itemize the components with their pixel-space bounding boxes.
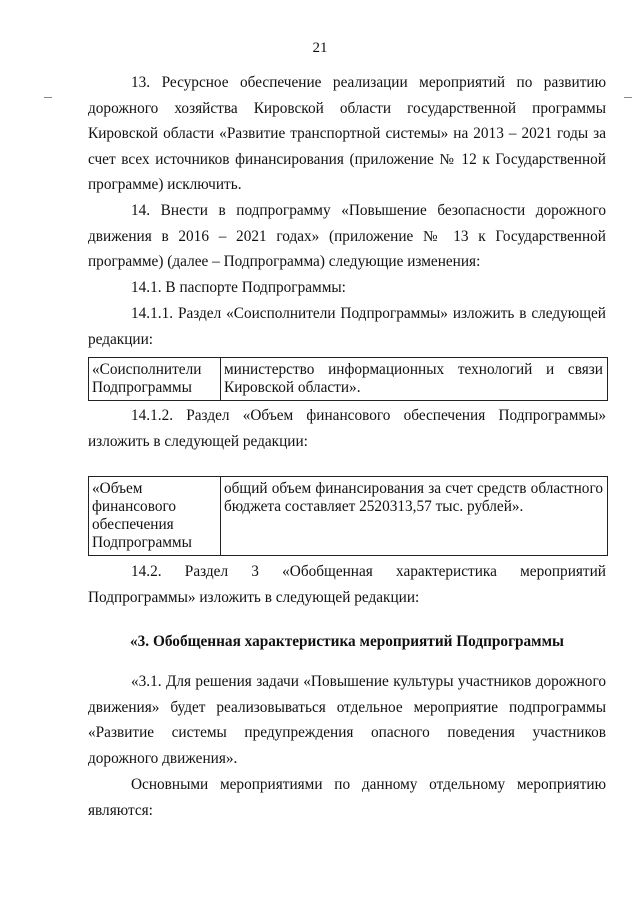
paragraph-14-1: 14.1. В паспорте Подпрограммы: — [131, 279, 346, 296]
paragraph-14: 14. Внести в подпрограмму «Повышение безопасности дорожного движения в 2016 – 2021 годах» (приложение № 13 к Государственной программе) (далее – Подпрограмма) следующие изменения: — [88, 202, 606, 271]
page-number: 21 — [312, 40, 328, 56]
paragraph-3-1: «3.1. Для решения задачи «Повышение культуры участников дорожного движения» будет реализовываться отдельное мероприятие подпрограммы «Развитие системы предупреждения опасного поведения участников дорожного движения». — [88, 673, 606, 767]
paragraph-main-activities: Основными мероприятиями по данному отдельному мероприятию являются: — [88, 776, 606, 819]
table-row — [89, 477, 608, 556]
paragraph-14-1-2: 14.1.2. Раздел «Объем финансового обеспечения Подпрограммы» изложить в следующей редакции: — [88, 407, 606, 450]
table-value-cell: общий объем финансирования за счет средств областного бюджета составляет 2520313,57 тыс. рублей». — [221, 477, 608, 556]
table-key-cell: «Объем финансового обеспечения Подпрограммы — [89, 477, 221, 556]
table-key-cell: «Соисполнители Подпрограммы — [89, 358, 221, 401]
paragraph-14-2: 14.2. Раздел 3 «Обобщенная характеристика мероприятий Подпрограммы» изложить в следующей редакции: — [88, 563, 606, 606]
financing-table — [88, 476, 608, 556]
right-margin-mark — [624, 97, 632, 98]
paragraph-14-1-1: 14.1.1. Раздел «Соисполнители Подпрограммы» изложить в следующей редакции: — [88, 305, 606, 348]
left-margin-mark — [44, 97, 52, 98]
table-row — [89, 358, 608, 401]
section-heading: «3. Обобщенная характеристика мероприятий Подпрограммы — [130, 633, 564, 650]
table-value-cell: министерство информационных технологий и связи Кировской области». — [221, 358, 608, 401]
co-executors-table — [88, 357, 608, 401]
paragraph-13: 13. Ресурсное обеспечение реализации мероприятий по развитию дорожного хозяйства Кировской области государственной программы Кировской области «Развитие транспортной системы» на 2013 – 2021 годы за счет всех источников финансирования (приложение № 12 к Государственной программе) исключить. — [88, 74, 606, 194]
